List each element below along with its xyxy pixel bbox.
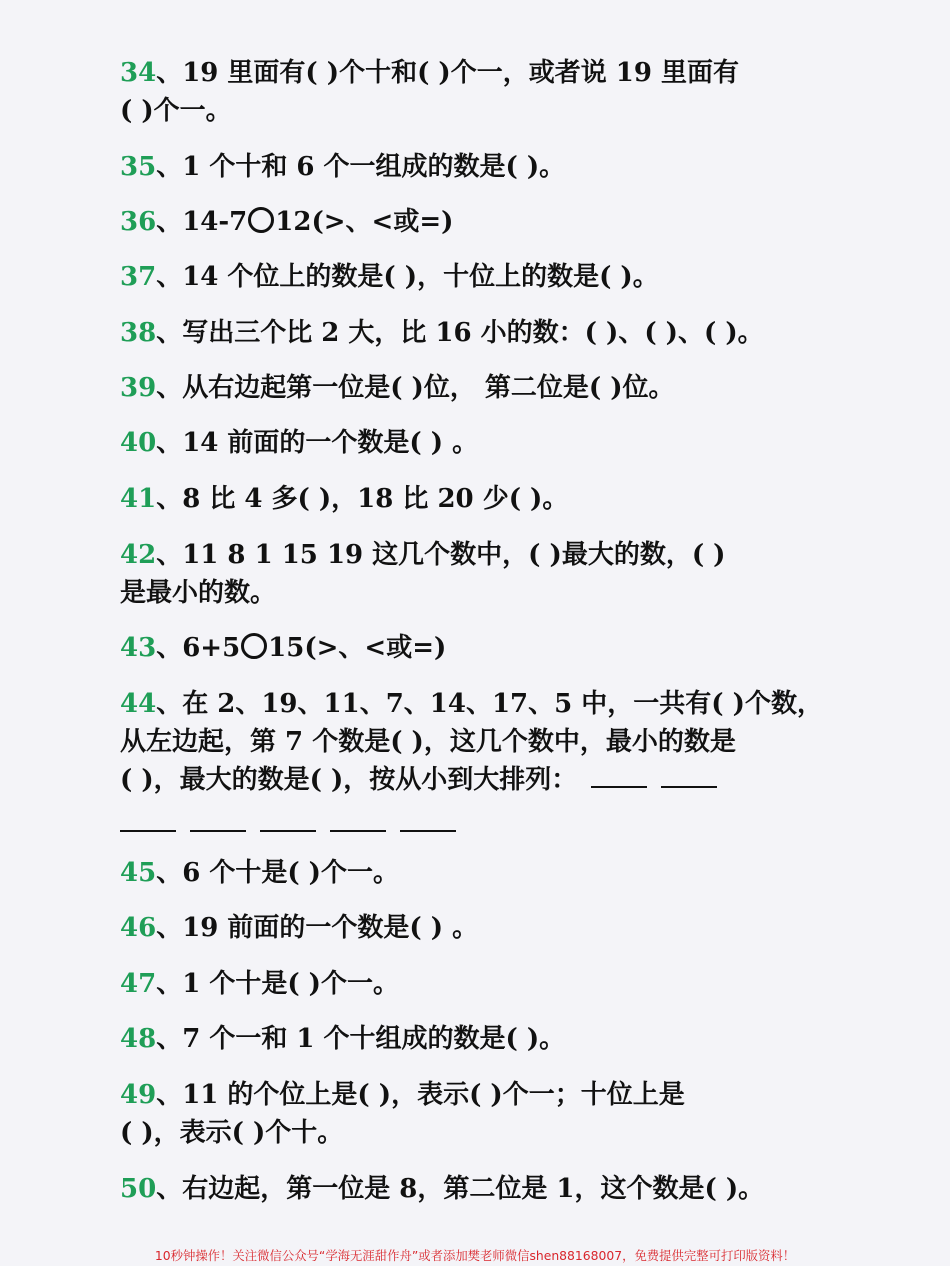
question-text: 、19 前面的一个数是( ) 。	[156, 913, 479, 943]
question-text: 、19 里面有( )个十和( )个一，或者说 19 里面有	[156, 58, 740, 88]
question-number: 42	[120, 540, 157, 570]
question-number: 50	[120, 1174, 157, 1204]
compare-circle-icon	[241, 633, 267, 659]
question-text: ( )个一。	[120, 96, 232, 126]
question-text: 是最小的数。	[120, 578, 277, 608]
question-text: 、6+5	[156, 633, 241, 663]
question-number: 46	[120, 913, 157, 943]
question-40	[120, 424, 840, 462]
question-48	[120, 1020, 840, 1058]
question-text: 、11 8 1 15 19 这几个数中，( )最大的数，( )	[156, 540, 726, 570]
question-text: 、11 的个位上是( )，表示( )个一；十位上是	[156, 1080, 685, 1110]
question-text: ( )，最大的数是( )，按从小到大排列：	[120, 765, 578, 795]
question-42	[120, 536, 840, 612]
answer-blank	[260, 808, 316, 832]
question-number: 39	[120, 373, 157, 403]
question-39	[120, 369, 840, 407]
question-41	[120, 480, 840, 518]
question-45	[120, 854, 840, 892]
question-number: 49	[120, 1080, 157, 1110]
question-text: 、写出三个比 2 大，比 16 小的数：( )、( )、( )。	[156, 318, 764, 348]
question-number: 41	[120, 484, 157, 514]
question-text: 、1 个十是( )个一。	[156, 969, 399, 999]
question-text: 、14 前面的一个数是( ) 。	[156, 428, 479, 458]
question-text: 、14-7	[156, 207, 248, 237]
question-number: 36	[120, 207, 157, 237]
question-46	[120, 909, 840, 947]
question-36	[120, 203, 840, 241]
question-text: 、6 个十是( )个一。	[156, 858, 399, 888]
question-text: 、右边起，第一位是 8，第二位是 1，这个数是( )。	[156, 1174, 765, 1204]
question-text: 从左边起，第 7 个数是( )，这几个数中，最小的数是	[120, 727, 736, 757]
answer-blank	[591, 764, 647, 788]
question-number: 45	[120, 858, 157, 888]
answer-blank	[120, 808, 176, 832]
question-44	[120, 685, 840, 843]
question-text: ( )，表示( )个十。	[120, 1118, 344, 1148]
question-37	[120, 258, 840, 296]
question-text: 、在 2、19、11、7、14、17、5 中，一共有( )个数，	[156, 689, 823, 719]
question-49	[120, 1076, 840, 1152]
question-38	[120, 314, 840, 352]
question-number: 40	[120, 428, 157, 458]
question-43	[120, 629, 840, 667]
question-number: 34	[120, 58, 157, 88]
question-number: 35	[120, 152, 157, 182]
question-text: 、1 个十和 6 个一组成的数是( )。	[156, 152, 566, 182]
question-text: 、7 个一和 1 个十组成的数是( )。	[156, 1024, 566, 1054]
footer-promo-text: 10秒钟操作！关注微信公众号“学海无涯甜作舟”或者添加樊老师微信shen88168007，免费提供完整可打印版资料！	[154, 1249, 796, 1263]
question-text: 、8 比 4 多( )，18 比 20 少( )。	[156, 484, 569, 514]
question-text: 、从右边起第一位是( )位， 第二位是( )位。	[156, 373, 675, 403]
question-number: 44	[120, 689, 157, 719]
question-text: 12(>、<或=)	[275, 207, 454, 237]
question-35	[120, 148, 840, 186]
question-47	[120, 965, 840, 1003]
question-number: 38	[120, 318, 157, 348]
question-text: 、14 个位上的数是( )，十位上的数是( )。	[156, 262, 659, 292]
question-50	[120, 1170, 840, 1208]
question-number: 37	[120, 262, 157, 292]
question-number: 48	[120, 1024, 157, 1054]
compare-circle-icon	[248, 207, 274, 233]
answer-blank	[400, 808, 456, 832]
question-number: 43	[120, 633, 157, 663]
question-34	[120, 54, 840, 130]
question-number: 47	[120, 969, 157, 999]
answer-blank	[190, 808, 246, 832]
question-text: 15(>、<或=)	[268, 633, 447, 663]
answer-blank	[661, 764, 717, 788]
answer-blank	[330, 808, 386, 832]
